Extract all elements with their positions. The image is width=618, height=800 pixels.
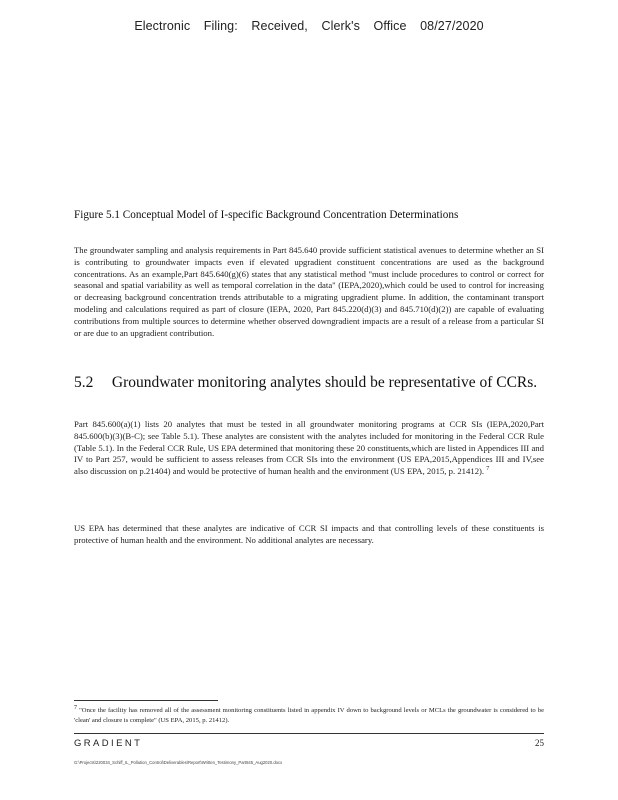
page-number: 25 (535, 738, 544, 748)
footer-divider (74, 733, 544, 734)
section-title: Groundwater monitoring analytes should be representative of CCRs. (111, 374, 538, 391)
file-path: G:\Projects\220034_Schiff_IL_Pollution_Control\Deliverables\Report\Written_Testimony_Part845_Aug2020.docx (74, 760, 283, 765)
section-heading (74, 374, 537, 392)
footnote-divider (74, 700, 218, 701)
footnote-reference: 7 (486, 466, 490, 473)
section-number: 5.2 (74, 374, 94, 391)
body-paragraph-2 (74, 419, 544, 479)
footnote (74, 706, 544, 725)
electronic-filing-stamp: Electronic Filing: Received, Clerk's Office 08/27/2020 (134, 19, 484, 33)
figure-caption: Figure 5.1 Conceptual Model of I-specific Background Concentration Determinations (74, 209, 459, 221)
body-paragraph-2-text: Part 845.600(a)(1) lists 20 analytes that must be tested in all groundwater monitoring programs at CCR SIs (IEPA,2020,Part 845.600(b)(3)(B-C); see Table 5.1). These analytes are consistent with the analytes included for monitoring in the Federal CCR Rule (Table 5.1). In the Federal CCR Rule, US EPA determined that monitoring these 20 constituents,which are listed in Appendices III and IV to Part 257, would be sufficient to assess releases from CCR SIs into the environment (US EPA,2015,Appendices III and IV,see also discussion on p.21404) and would be protective of human health and the environment (US EPA, 2015, p. 21412). (74, 418, 544, 477)
gradient-logo: GRADIENT (74, 738, 143, 749)
body-paragraph-1: The groundwater sampling and analysis requirements in Part 845.640 provide sufficient statistical avenues to determine whether an SI is contributing to groundwater impacts even if elevated upgradient constituent concentrations are used as the background concentrations. As an example,Part 845.640(g)(6) states that any statistical method "must include procedures to control or correct for seasonal and spatial variability as well as temporal correlation in the data" (IEPA,2020),which could be used to control for increasing or decreasing background concentration trends attributable to a migrating upgradient plume. In addition, the contaminant transport modeling and calculations required as part of closure (IEPA, 2020, Part 845.220(d)(3) and 845.710(d)(2)) are capable of evaluating contributions from multiple sources to determine whether observed downgradient impacts are a result of a release from a particular SI or are due to an upgradient contribution. (74, 244, 544, 339)
body-paragraph-3: US EPA has determined that these analytes are indicative of CCR SI impacts and that controlling levels of these constituents is protective of human health and the environment. No additional analytes are necessary. (74, 522, 544, 545)
footnote-text: "Once the facility has removed all of the assessment monitoring constituents listed in appendix IV down to background levels or MCLs the groundwater is considered to be 'clean' and closure is complete" (US EPA, 2015, p. 21412). (74, 707, 544, 724)
footnote-mark: 7 (74, 705, 77, 711)
